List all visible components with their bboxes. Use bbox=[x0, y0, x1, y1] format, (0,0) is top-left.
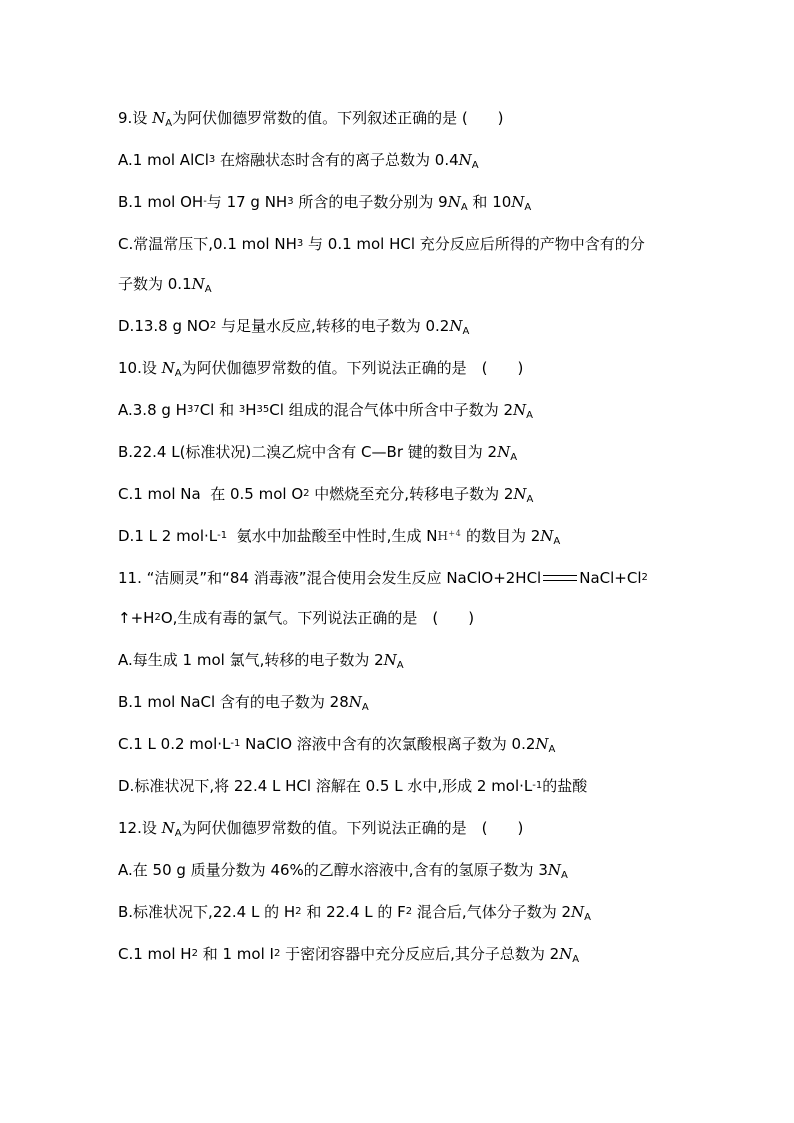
question-9-stem: 9. 设 $N_A$ 为阿伏伽德罗常数的值。下列叙述正确的是 ( ) bbox=[118, 106, 704, 130]
avogadro-constant: $N_A$ bbox=[559, 945, 580, 965]
question-12-option-c: C.1 mol H 2 和 1 mol I 2 于密闭容器中充分反应后,其分子总数为 2 $N_A$ bbox=[118, 942, 704, 966]
question-10-stem: 10. 设 $N_A$ 为阿伏伽德罗常数的值。下列说法正确的是 ( ) bbox=[118, 356, 704, 380]
question-9-option-a: A.1 mol AlCl 3 在熔融状态时含有的离子总数为 0.4 $N_A$ bbox=[118, 148, 704, 172]
avogadro-constant: $N_A$ bbox=[513, 401, 533, 421]
avogadro-constant: $N_A$ bbox=[511, 193, 532, 213]
question-number: 12. bbox=[118, 819, 142, 837]
equals-sign-reaction bbox=[543, 575, 577, 581]
avogadro-constant: $N_A$ bbox=[458, 151, 479, 171]
question-9-option-b: B.1 mol OH - 与 17 g NH 3 所含的电子数分别为 9 $N_A$ 和 10 $N_A$ bbox=[118, 190, 704, 214]
question-9-option-d: D.13.8 g NO 2 与足量水反应,转移的电子数为 0.2 $N_A$ bbox=[118, 314, 704, 338]
question-9-option-c: C.常温常压下,0.1 mol NH 3 与 0.1 mol HCl 充分反应后所得的产物中含有的分 bbox=[118, 235, 645, 253]
question-11-option-c: C.1 L 0.2 mol·L -1 NaClO 溶液中含有的次氯酸根离子数为 0.2 $N_A$ bbox=[118, 732, 704, 756]
question-10-option-d: D.1 L 2 mol·L -1 氨水中加盐酸至中性时,生成 N $H^{+4}$ 的数目为 2 $N_A$ bbox=[118, 524, 704, 548]
avogadro-constant: $N_A$ bbox=[383, 651, 404, 671]
question-11-stem: 11. “洁厕灵”和“84 消毒液”混合使用会发生反应 NaClO+2HCl NaCl+Cl 2 bbox=[118, 569, 648, 587]
question-12-option-b: B.标准状况下,22.4 L 的 H 2 和 22.4 L 的 F 2 混合后,气体分子数为 2 $N_A$ bbox=[118, 900, 704, 924]
avogadro-constant: $N_A$ bbox=[161, 359, 182, 379]
avogadro-constant: $N_A$ bbox=[540, 527, 561, 547]
avogadro-constant: $N_A$ bbox=[191, 275, 212, 295]
question-11-stem-continued: ↑ +H 2 O,生成有毒的氯气。下列说法正确的是 ( ) bbox=[118, 606, 704, 630]
avogadro-constant: $N_A$ bbox=[449, 317, 470, 337]
avogadro-constant: $N_A$ bbox=[513, 485, 534, 505]
avogadro-constant: $N_A$ bbox=[447, 193, 468, 213]
question-11-option-a: A.每生成 1 mol 氯气,转移的电子数为 2 $N_A$ bbox=[118, 648, 704, 672]
question-number: 9. bbox=[118, 109, 133, 127]
question-12-option-a: A.在 50 g 质量分数为 46%的乙醇水溶液中,含有的氢原子数为 3 $N_A$ bbox=[118, 858, 704, 882]
avogadro-constant: $N_A$ bbox=[152, 109, 173, 129]
question-10-option-c: C.1 mol Na 在 0.5 mol O 2 中燃烧至充分,转移电子数为 2 $N_A$ bbox=[118, 482, 704, 506]
avogadro-constant: $N_A$ bbox=[348, 693, 369, 713]
ammonium-ion-symbol: $H^{+4}$ bbox=[437, 529, 462, 543]
question-11-option-d: D.标准状况下,将 22.4 L HCl 溶解在 0.5 L 水中,形成 2 mol·L -1 的盐酸 bbox=[118, 777, 588, 795]
avogadro-constant: $N_A$ bbox=[497, 443, 518, 463]
avogadro-constant: $N_A$ bbox=[571, 903, 591, 923]
avogadro-constant: $N_A$ bbox=[547, 861, 568, 881]
question-10-option-a: A.3.8 g H 37 Cl 和 3 H 35 Cl 组成的混合气体中所含中子数为 2 $N_A$ bbox=[118, 398, 704, 422]
question-number: 10. bbox=[118, 359, 142, 377]
avogadro-constant: $N_A$ bbox=[535, 735, 556, 755]
gas-arrow-icon: ↑ bbox=[118, 609, 131, 627]
avogadro-constant: $N_A$ bbox=[161, 819, 182, 839]
question-9-option-c-continued: 子数为 0.1 $N_A$ bbox=[118, 272, 704, 296]
question-11-option-b: B.1 mol NaCl 含有的电子数为 28 $N_A$ bbox=[118, 690, 704, 714]
question-10-option-b: B.22.4 L(标准状况)二溴乙烷中含有 C—Br 键的数目为 2 $N_A$ bbox=[118, 440, 704, 464]
question-12-stem: 12. 设 $N_A$ 为阿伏伽德罗常数的值。下列说法正确的是 ( ) bbox=[118, 816, 704, 840]
